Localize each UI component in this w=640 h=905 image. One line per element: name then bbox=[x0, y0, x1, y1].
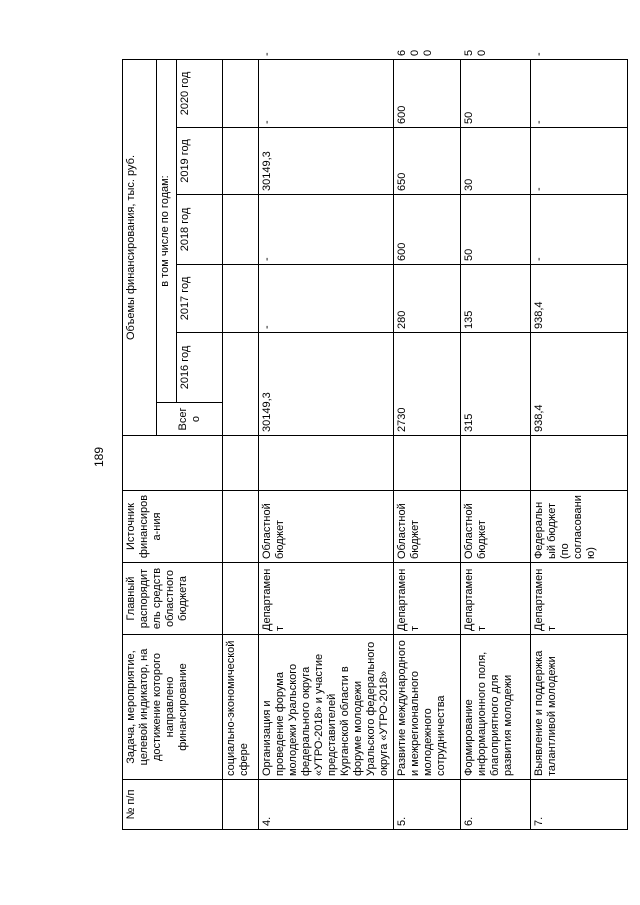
cell-2018 bbox=[223, 128, 259, 195]
header-empty bbox=[123, 436, 223, 491]
cell-2016: 280 bbox=[394, 265, 461, 333]
cell-total bbox=[223, 333, 259, 436]
cell-empty bbox=[259, 436, 394, 491]
header-volumes: Объемы финансирования, тыс. руб. bbox=[123, 59, 157, 435]
cell-2019: - bbox=[531, 59, 628, 127]
cell-2018: - bbox=[531, 128, 628, 195]
cell-num: 7. bbox=[531, 780, 628, 830]
header-year-2020: 2020 год bbox=[177, 59, 223, 127]
cell-source: Федеральный бюджет (по согласованию) bbox=[531, 491, 628, 563]
header-year-2017: 2017 год bbox=[177, 265, 223, 333]
cell-num bbox=[223, 780, 259, 830]
cell-2018: 30 bbox=[461, 128, 531, 195]
cell-manager: Департамент bbox=[394, 563, 461, 635]
cell-source: Областной бюджет bbox=[394, 491, 461, 563]
cell-2017: 600 bbox=[394, 195, 461, 265]
cell-task: Развитие международного и межрегионального молодежного сотрудничества bbox=[394, 635, 461, 780]
cell-num: 4. bbox=[259, 780, 394, 830]
cell-2019: 600 bbox=[394, 59, 461, 127]
header-source: Источник финансирова-ния bbox=[123, 491, 223, 563]
cell-task: Организация и проведение форума молодежи Уральского федерального округа «УТРО-2018» и участие представителей Курганской области в форуме молодежи Уральского федерального округа «УТРО-2018» bbox=[259, 635, 394, 780]
financing-table bbox=[122, 49, 628, 830]
table-row: 6. Формирование информационного поля, благоприятного для развития молодежи Департамент Областной бюджет 315 135 50 30 50 50 bbox=[461, 59, 531, 829]
cell-manager bbox=[223, 563, 259, 635]
cell-source: Областной бюджет bbox=[259, 491, 394, 563]
table-row: 5. Развитие международного и межрегионального молодежного сотрудничества Департамент Областной бюджет 2730 280 600 650 600 600 bbox=[394, 59, 461, 829]
cell-total: 30149,3 bbox=[259, 333, 394, 436]
header-year-2019: 2019 год bbox=[177, 128, 223, 195]
rotated-table-container bbox=[122, 49, 627, 830]
cell-empty bbox=[394, 436, 461, 491]
header-num: № п/п bbox=[123, 780, 223, 830]
cell-2017: 50 bbox=[461, 195, 531, 265]
cell-2018: 650 bbox=[394, 128, 461, 195]
cell-total: 315 bbox=[461, 333, 531, 436]
cell-2017: - bbox=[259, 195, 394, 265]
cell-total: 2730 bbox=[394, 333, 461, 436]
cell-empty bbox=[531, 436, 628, 491]
cell-task: социально-экономической сфере bbox=[223, 635, 259, 780]
cell-2019 bbox=[223, 59, 259, 127]
cell-total: 938,4 bbox=[531, 333, 628, 436]
header-by-years: в том числе по годам: bbox=[157, 59, 177, 402]
cell-2016: 938,4 bbox=[531, 265, 628, 333]
cell-task: Формирование информационного поля, благоприятного для развития молодежи bbox=[461, 635, 531, 780]
page-number: 189 bbox=[92, 446, 106, 468]
cell-task: Выявление и поддержка талантливой молодежи bbox=[531, 635, 628, 780]
cell-2016 bbox=[223, 265, 259, 333]
cell-manager: Департамент bbox=[259, 563, 394, 635]
cell-2016: - bbox=[259, 265, 394, 333]
cell-2016: 135 bbox=[461, 265, 531, 333]
cell-2019: - bbox=[259, 59, 394, 127]
cell-num: 5. bbox=[394, 780, 461, 830]
cell-2017: - bbox=[531, 195, 628, 265]
cell-manager: Департамент bbox=[531, 563, 628, 635]
cell-2019: 50 bbox=[461, 59, 531, 127]
table-row bbox=[223, 59, 259, 829]
cell-2018: 30149,3 bbox=[259, 128, 394, 195]
header-task: Задача, мероприятие, целевой индикатор, на достижение которого направлено финансирование bbox=[123, 635, 223, 780]
cell-empty bbox=[223, 436, 259, 491]
cell-manager: Департамент bbox=[461, 563, 531, 635]
header-year-2018: 2018 год bbox=[177, 195, 223, 265]
cell-source: Областной бюджет bbox=[461, 491, 531, 563]
cell-empty bbox=[461, 436, 531, 491]
cell-num: 6. bbox=[461, 780, 531, 830]
table-row: 4. Организация и проведение форума молодежи Уральского федерального округа «УТРО-2018» и участие представителей Курганской области в форуме молодежи Уральского федерального округа «УТРО-2018» Департамент Областной бюджет 30149,3 - - 30149,3 - - bbox=[259, 59, 394, 829]
header-manager: Главный распорядитель средств областного бюджета bbox=[123, 563, 223, 635]
header-year-2016: 2016 год bbox=[177, 333, 223, 403]
cell-2017 bbox=[223, 195, 259, 265]
table-row: 7. Выявление и поддержка талантливой молодежи Департамент Федеральный бюджет (по согласованию) 938,4 938,4 - - - - bbox=[531, 59, 628, 829]
cell-source bbox=[223, 491, 259, 563]
header-total: Всего bbox=[157, 403, 223, 436]
